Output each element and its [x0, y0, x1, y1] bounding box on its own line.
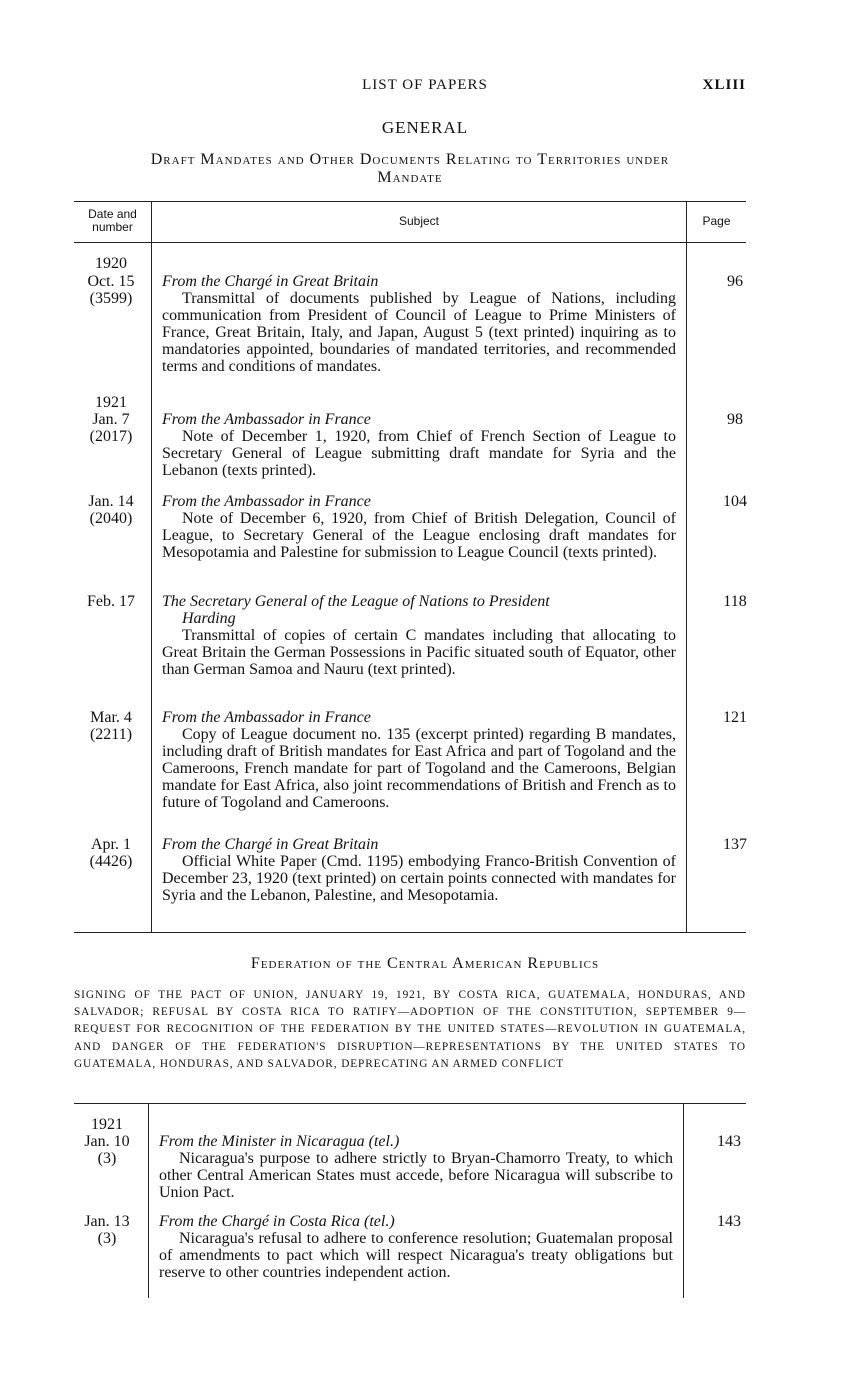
page-number: XLIII [702, 77, 746, 93]
entry-subject [162, 593, 676, 678]
entry-page: 121 [723, 709, 747, 726]
entry-year: 1920 [95, 255, 127, 272]
entry-number: (4426) [89, 853, 133, 870]
table1-divider-left [151, 201, 152, 932]
entry-number: (3) [97, 1150, 117, 1167]
entry-page: 137 [723, 836, 747, 853]
entry-number: (2017) [89, 428, 133, 445]
entry-from: From the Ambassador in France [162, 411, 371, 428]
entry-subject [159, 1133, 673, 1201]
entry-date: Mar. 4 [90, 709, 132, 726]
entry-date: Jan. 7 [92, 411, 130, 428]
section-heading: GENERAL [381, 118, 469, 137]
entry-subject [162, 709, 676, 811]
section-subheading-line1: Draft Mandates and Other Documents Relating to Territories under [150, 151, 670, 168]
entry-from: From the Chargé in Great Britain [162, 273, 379, 290]
entry-subject [162, 273, 676, 375]
entry-page: 104 [723, 493, 747, 510]
entry-description: Note of December 1, 1920, from Chief of French Section of League to Secretary General of League submitting draft mandate for Syria and the Lebanon (texts printed). [162, 428, 676, 479]
entry-date: Jan. 14 [88, 493, 134, 510]
entry-description: Nicaragua's refusal to adhere to conference resolution; Guatemalan proposal of amendments to pact which will respect Nicaragua's treaty obligations but reserve to other countries independent action. [159, 1230, 673, 1281]
table1-top-rule [74, 201, 746, 202]
entry-number: (2040) [89, 510, 133, 527]
federation-heading: Federation of the Central American Republics [250, 955, 600, 972]
entry-subject [162, 836, 676, 904]
entry-from: From the Minister in Nicaragua (tel.) [159, 1133, 400, 1150]
entry-description: Note of December 6, 1920, from Chief of British Delegation, Council of League, to Secretary General of the League enclosing draft mandates for Mesopotamia and Palestine for submission to League Council (texts printed). [162, 510, 676, 561]
section-subheading-line2: Mandate [377, 169, 443, 186]
entry-from: The Secretary General of the League of Nations to President [162, 593, 550, 610]
entry-date: Apr. 1 [91, 836, 131, 853]
entry-page: 143 [717, 1133, 741, 1150]
entry-from: From the Chargé in Costa Rica (tel.) [159, 1213, 395, 1230]
entry-page: 118 [723, 593, 747, 610]
entry-description: Transmittal of copies of certain C mandates including that allocating to Great Britain the German Possessions in Pacific situated south of Equator, other than German Samoa and Nauru (text printed). [162, 627, 676, 678]
column-header-page: Page [702, 214, 731, 228]
table2-top-rule [74, 1103, 746, 1104]
entry-date: Oct. 15 [87, 273, 135, 290]
entry-date: Jan. 10 [84, 1133, 130, 1150]
entry-number: (2211) [89, 726, 133, 743]
entry-page: 96 [727, 273, 743, 290]
entry-subject [162, 411, 676, 479]
table1-header-rule [74, 242, 746, 243]
entry-from-continued: Harding [182, 610, 236, 627]
entry-year: 1921 [91, 1116, 123, 1133]
entry-date: Feb. 17 [87, 593, 135, 610]
federation-summary: SIGNING OF THE PACT OF UNION, JANUARY 19, 1921, BY COSTA RICA, GUATEMALA, HONDURAS, AND SALVADOR; REFUSAL BY COSTA RICA TO RATIFY—ADOPTION OF THE CONSTITUTION, SEPTEMBER 9—REQUEST FOR RECOGNITION OF THE FEDERATION BY THE UNITED STATES—REVOLUTION IN GUATEMALA, AND DANGER OF THE FEDERATION'S DISRUPTION—REPRESENTATIONS BY THE UNITED STATES TO GUATEMALA, HONDURAS, AND SALVADOR, DEPRECATING AN ARMED CONFLICT [74, 989, 746, 1070]
entry-year: 1921 [95, 394, 127, 411]
entry-description: Copy of League document no. 135 (excerpt printed) regarding B mandates, including draft of British mandates for East Africa and part of Togoland and the Cameroons, French mandate for part of Togoland and the Cameroons, Belgian mandate for East Africa, also joint recommendations of British and French as to future of Togoland and Cameroons. [162, 726, 676, 811]
entry-subject [159, 1213, 673, 1281]
entry-page: 143 [717, 1213, 741, 1230]
entry-description: Transmittal of documents published by League of Nations, including communication from President of Council of League to Prime Ministers of France, Great Britain, Italy, and Japan, August 5 (text printed) inquiring as to mandatories appointed, boundaries of mandated territories, and recommended terms and conditions of mandates. [162, 290, 676, 375]
entry-from: From the Chargé in Great Britain [162, 836, 379, 853]
column-header-date: Date and number [88, 207, 137, 234]
column-header-subject: Subject [398, 214, 440, 228]
entry-date: Jan. 13 [84, 1213, 130, 1230]
page-title: LIST OF PAPERS [362, 77, 488, 93]
entry-page: 98 [727, 411, 743, 428]
entry-number: (3599) [89, 290, 133, 307]
entry-description: Official White Paper (Cmd. 1195) embodying Franco-British Convention of December 23, 1920 (text printed) on certain points connected with mandates for Syria and the Lebanon, Palestine, and Mesopotamia. [162, 853, 676, 904]
entry-subject [162, 493, 676, 561]
entry-description: Nicaragua's purpose to adhere strictly to Bryan-Chamorro Treaty, to which other Central American States must accede, before Nicaragua will subscribe to Union Pact. [159, 1150, 673, 1201]
table1-bottom-rule [74, 932, 746, 933]
entry-from: From the Ambassador in France [162, 709, 371, 726]
entry-from: From the Ambassador in France [162, 493, 371, 510]
entry-number: (3) [97, 1230, 117, 1247]
table1-divider-right [686, 201, 687, 932]
